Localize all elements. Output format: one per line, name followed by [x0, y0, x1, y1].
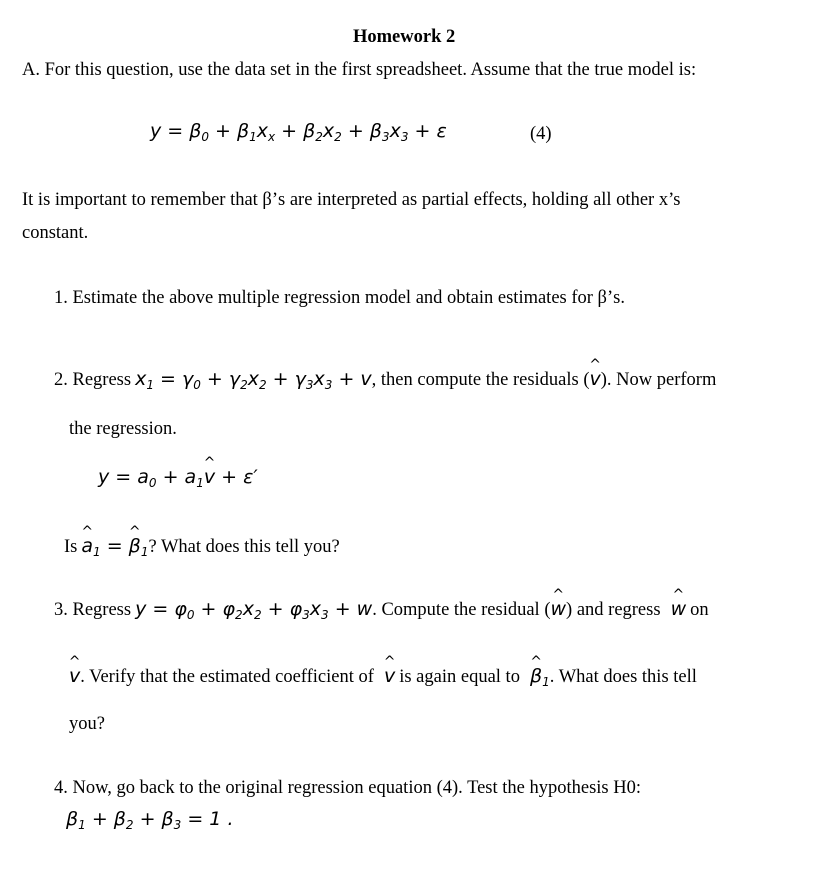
question-3-line-3: you? [69, 714, 105, 734]
q3-auxiliary-equation: $y = \varphi_0 + \varphi_2x_2 + \varphi_3x_3 + w$ [135, 598, 373, 622]
q3-w-hat: ^ w [550, 598, 566, 620]
question-2-line-1 [54, 368, 716, 392]
q3-line2-a: . Verify that the estimated coefficient of [80, 667, 374, 687]
equation-number: (4) [530, 124, 552, 144]
page-title: Homework 2 [353, 27, 456, 47]
q3-mid-2: ) and regress [566, 600, 661, 620]
model-equation: $y = \beta_0 + \beta_1x_x + \beta_2x_2 + \beta_3x_3 + \varepsilon$ [150, 120, 447, 144]
q3-v-hat-2: ^ v [378, 665, 395, 687]
q3-v-hat: ^ v [69, 665, 80, 687]
question-2-line-2: the regression. [69, 419, 177, 439]
q4-hypothesis: $\beta_1 + \beta_2 + \beta_3 = 1$ . [66, 808, 234, 832]
question-1: 1. Estimate the above multiple regression model and obtain estimates for β’s. [54, 288, 625, 308]
q3-w-hat-2: ^ w [665, 598, 687, 620]
q2-auxiliary-equation: $x_1 = \gamma_0 + \gamma_2x_2 + \gamma_3x_3 + v$ [135, 368, 372, 392]
note-line-1: It is important to remember that β’s are interpreted as partial effects, holding all other x’s [22, 190, 681, 210]
q3-end: on [690, 600, 709, 620]
q3-mid: . Compute the residual ( [372, 600, 551, 620]
question-3-line-2 [69, 665, 697, 689]
q2-suffix-2: ). Now perform [600, 370, 717, 390]
q2-prefix: 2. Regress [54, 370, 132, 390]
q2-v-hat: ^ v [590, 368, 601, 390]
question-2-line-3 [64, 535, 340, 559]
q2-is: Is [64, 537, 78, 557]
q3-line2-b: is again equal to [399, 667, 520, 687]
q2-suffix: , then compute the residuals ( [371, 370, 590, 390]
q2-question: ? What does this tell you? [148, 537, 340, 557]
part-a-intro: A. For this question, use the data set in the first spreadsheet. Assume that the true model is: [22, 60, 697, 80]
q3-prefix: 3. Regress [54, 600, 132, 620]
note-line-2: constant. [22, 223, 89, 243]
q2-regression-equation: $y = a_0$ + $a_1\^{}$ v + ε′ [98, 466, 258, 490]
question-3-line-1 [54, 598, 709, 622]
q2-comparison: ^ $a_1$ = ^ $\beta_1$ [81, 535, 148, 557]
q3-line2-c: . What does this tell [549, 667, 697, 687]
question-4: 4. Now, go back to the original regression equation (4). Test the hypothesis H0: [54, 778, 641, 798]
q3-beta-hat: ^ $\beta_1$ [524, 665, 550, 687]
